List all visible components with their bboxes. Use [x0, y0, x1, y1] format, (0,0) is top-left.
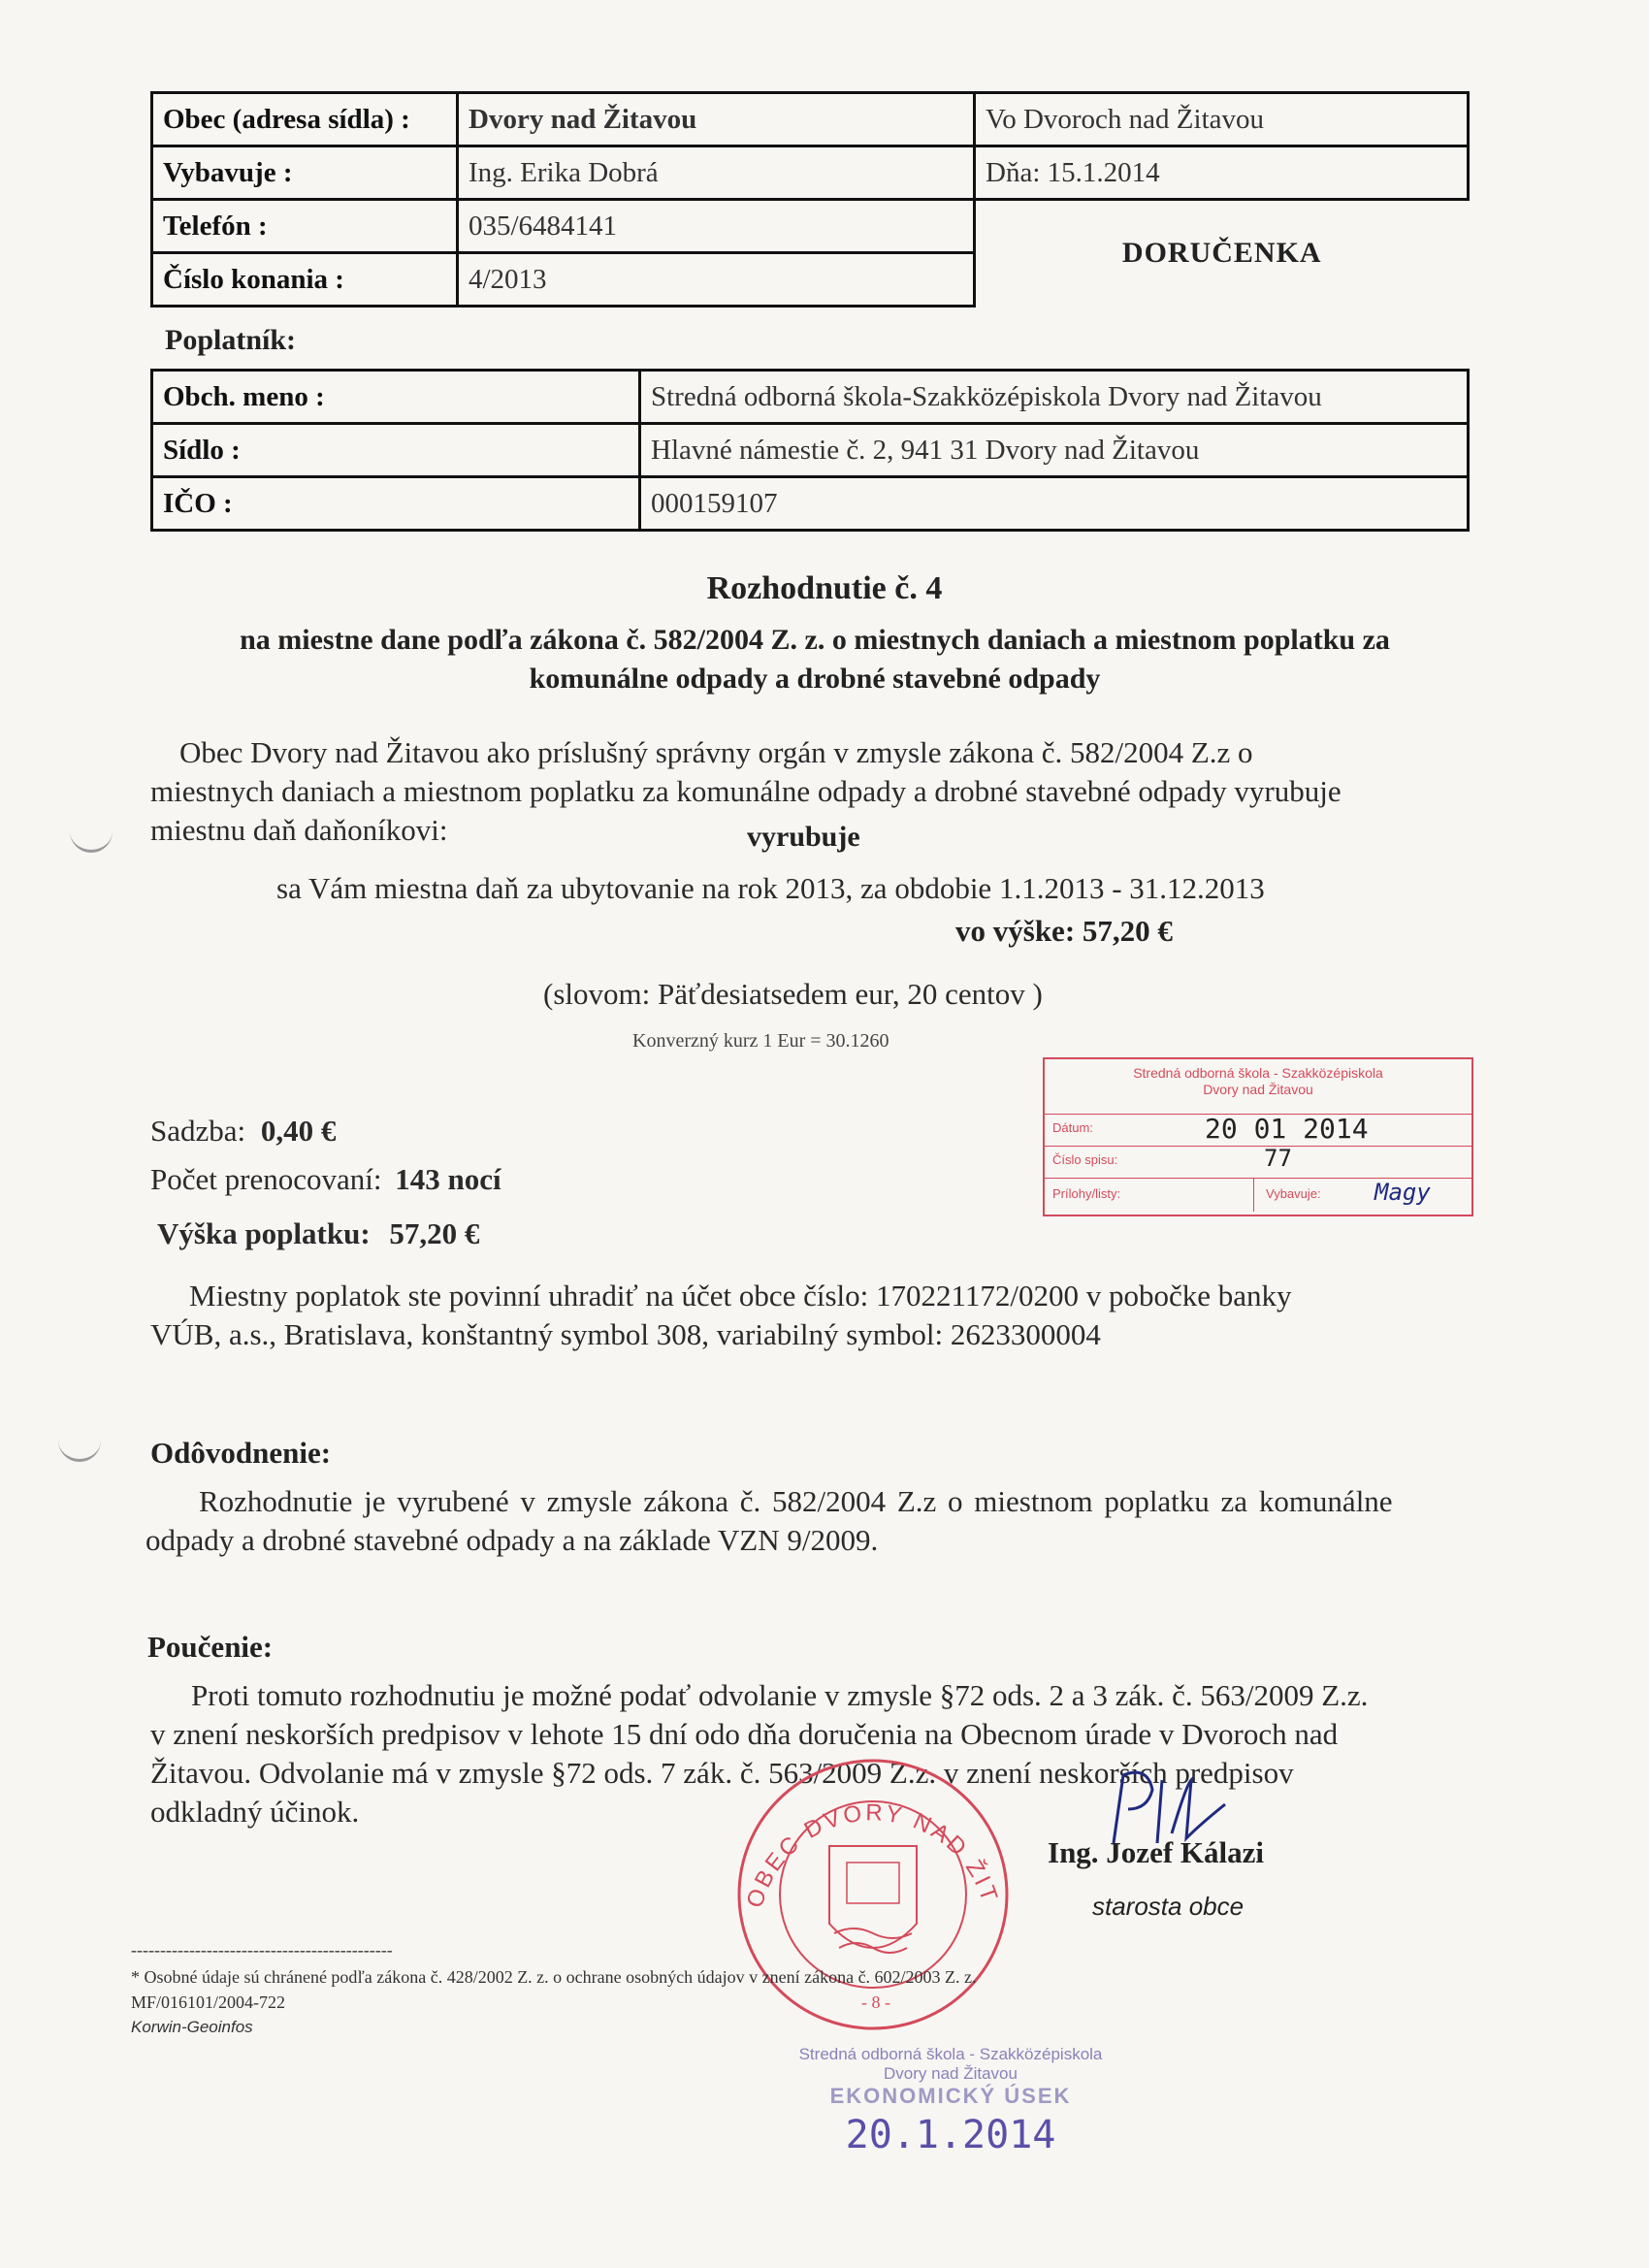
intro-line-1: Obec Dvory nad Žitavou ako príslušný správny orgán v zmysle zákona č. 582/2004 Z.z o	[179, 735, 1253, 769]
intro-line-3: miestnu daň daňoníkovi:	[150, 813, 448, 847]
received-stamp	[1043, 1057, 1473, 1216]
page-number: - 8 -	[861, 1993, 890, 2012]
received-stamp-prilohy-label: Prílohy/listy:	[1052, 1186, 1121, 1201]
date-value: Dňa: 15.1.2014	[975, 146, 1469, 200]
sadzba-label: Sadzba:	[150, 1114, 246, 1148]
accounting-stamp-town: Dvory nad Žitavou	[884, 2064, 1018, 2083]
received-stamp-vybavuje-value: Magy	[1374, 1179, 1431, 1206]
footer-ref: MF/016101/2004-722	[131, 1993, 286, 2012]
received-stamp-town: Dvory nad Žitavou	[1203, 1082, 1313, 1097]
poplatnik-heading: Poplatník:	[165, 324, 297, 356]
received-stamp-cislo-row	[1045, 1146, 1471, 1178]
received-stamp-datum-label: Dátum:	[1052, 1120, 1093, 1135]
odovodnenie-paragraph	[146, 1482, 1494, 1560]
received-stamp-cislo-value: 77	[1264, 1145, 1292, 1172]
header-table	[150, 91, 1470, 308]
received-stamp-header	[1045, 1059, 1471, 1114]
footer-note: * Osobné údaje sú chránené podľa zákona č. 428/2002 Z. z. o ochrane osobných údajov v znení zákona č. 602/2003 Z. z.	[131, 1967, 977, 1987]
payment-paragraph	[150, 1277, 1489, 1354]
pocet-value: 143 nocí	[395, 1162, 501, 1196]
telefon-value: 035/6484141	[458, 200, 975, 253]
ico-label: IČO :	[152, 477, 640, 531]
obec-value: Dvory nad Žitavou	[458, 93, 975, 146]
received-stamp-school: Stredná odborná škola - Szakközépiskola	[1133, 1065, 1383, 1081]
vybavuje-value: Ing. Erika Dobrá	[458, 146, 975, 200]
obch-value: Stredná odborná škola-Szakközépiskola Dvory nad Žitavou	[640, 371, 1469, 424]
vybavuje-label: Vybavuje :	[152, 146, 458, 200]
poucenie-line-2: v znení neskorších predpisov v lehote 15 dní odo dňa doručenia na Obecnom úrade v Dvoroch nad	[150, 1717, 1339, 1751]
telefon-label: Telefón :	[152, 200, 458, 253]
vyska-row	[157, 1215, 479, 1253]
obch-label: Obch. meno :	[152, 371, 640, 424]
punch-hole-top	[70, 821, 113, 853]
sidlo-label: Sídlo :	[152, 424, 640, 477]
pocet-row	[150, 1160, 501, 1199]
intro-line-2: miestnych daniach a miestnom poplatku za komunálne odpady a drobné stavebné odpady vyrubuje	[150, 774, 1342, 808]
received-stamp-vybavuje-label: Vybavuje:	[1266, 1186, 1321, 1201]
decision-title: Rozhodnutie č. 4	[706, 570, 943, 606]
poucenie-heading: Poučenie:	[147, 1630, 274, 1664]
sadzba-row	[150, 1112, 336, 1150]
accounting-stamp	[766, 2045, 1135, 2157]
cislo-value: 4/2013	[458, 253, 975, 307]
received-stamp-prilohy-row	[1045, 1178, 1471, 1212]
odovodnenie-heading: Odôvodnenie:	[150, 1436, 332, 1470]
received-stamp-datum-value: 20 01 2014	[1205, 1113, 1369, 1145]
vyska-value: 57,20 €	[389, 1216, 480, 1250]
tax-line: sa Vám miestna daň za ubytovanie na rok 2013, za obdobie 1.1.2013 - 31.12.2013	[276, 871, 1265, 905]
signatory-role: starosta obce	[1092, 1892, 1245, 1921]
decision-subtitle-line-2: komunálne odpady a drobné stavebné odpady	[529, 663, 1101, 695]
accounting-stamp-school: Stredná odborná škola - Szakközépiskola	[798, 2045, 1103, 2063]
vyska-label: Výška poplatku:	[157, 1216, 371, 1250]
poucenie-line-4: odkladný účinok.	[150, 1795, 360, 1829]
dorucenka-label: DORUČENKA	[975, 200, 1469, 307]
pocet-label: Počet prenocovaní:	[150, 1162, 382, 1196]
cislo-label: Číslo konania :	[152, 253, 458, 307]
footer-divider: ---------------------------------------------	[131, 1940, 393, 1960]
accounting-stamp-date: 20.1.2014	[845, 2113, 1056, 2157]
poucenie-line-1: Proti tomuto rozhodnutiu je možné podať odvolanie v zmysle §72 ods. 2 a 3 zák. č. 563/2009 Z.z.	[191, 1678, 1369, 1712]
punch-hole-bottom	[58, 1430, 101, 1462]
received-stamp-cislo-label: Číslo spisu:	[1052, 1152, 1118, 1167]
odovodnenie-line-1: Rozhodnutie je vyrubené v zmysle zákona č. 582/2004 Z.z o miestnom poplatku za komunálne	[199, 1484, 1393, 1518]
conversion-rate: Konverzný kurz 1 Eur = 30.1260	[632, 1030, 889, 1052]
ico-value: 000159107	[640, 477, 1469, 531]
seal-text: OBEC DVORY NAD ŽIT	[741, 1799, 1003, 1911]
tax-amount: vo výške: 57,20 €	[955, 914, 1173, 948]
poucenie-line-3: Žitavou. Odvolanie má v zmysle §72 ods. 7 zák. č. 563/2009 Z.z. v znení neskorších predpisov	[150, 1756, 1294, 1790]
sadzba-value: 0,40 €	[260, 1114, 337, 1148]
amount-in-words: (slovom: Päťdesiatsedem eur, 20 centov )	[543, 977, 1043, 1011]
received-stamp-datum-row	[1045, 1114, 1471, 1146]
payment-line-2: VÚB, a.s., Bratislava, konštantný symbol 308, variabilný symbol: 2623300004	[150, 1317, 1101, 1351]
signatory-name: Ing. Jozef Kálazi	[1048, 1835, 1264, 1869]
received-stamp-divider	[1253, 1179, 1254, 1212]
odovodnenie-line-2: odpady a drobné stavebné odpady a na základe VZN 9/2009.	[146, 1523, 879, 1557]
place-value: Vo Dvoroch nad Žitavou	[975, 93, 1469, 146]
decision-subtitle-line-1: na miestne dane podľa zákona č. 582/2004 Z. z. o miestnych daniach a miestnom poplatku za	[240, 624, 1390, 656]
poplatnik-table	[150, 369, 1470, 532]
decision-subtitle	[146, 621, 1484, 698]
footer-company: Korwin-Geoinfos	[131, 2018, 253, 2036]
payment-line-1: Miestny poplatok ste povinní uhradiť na účet obce číslo: 170221172/0200 v pobočke banky	[189, 1279, 1292, 1312]
vyrubuje-label: vyrubuje	[747, 821, 860, 853]
sidlo-value: Hlavné námestie č. 2, 941 31 Dvory nad Žitavou	[640, 424, 1469, 477]
accounting-stamp-dept: EKONOMICKÝ ÚSEK	[829, 2084, 1072, 2108]
obec-label: Obec (adresa sídla) :	[152, 93, 458, 146]
